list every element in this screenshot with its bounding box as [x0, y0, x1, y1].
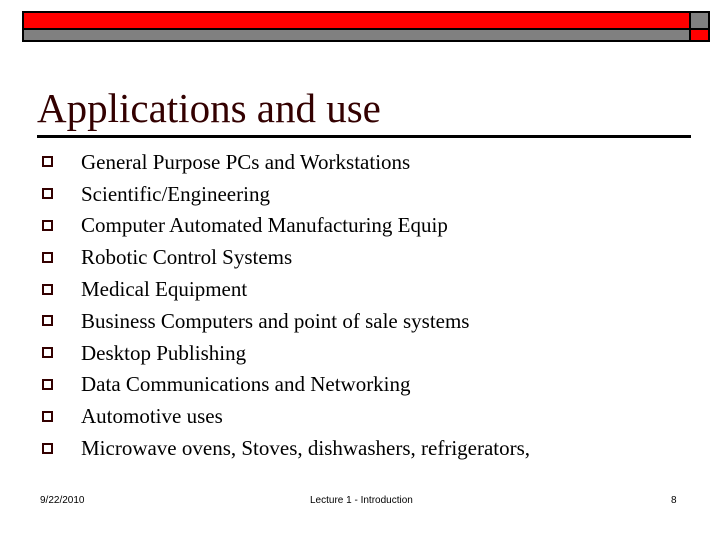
list-item-text: Microwave ovens, Stoves, dishwashers, refrigerators,: [81, 436, 531, 461]
square-bullet-icon: [42, 252, 53, 263]
header-corner-red: [689, 28, 710, 42]
square-bullet-icon: [42, 315, 53, 326]
list-item: [40, 432, 530, 464]
list-item: [40, 369, 530, 401]
list-item-text: Scientific/Engineering: [81, 181, 270, 206]
square-bullet-icon: [42, 220, 53, 231]
list-item-text: Data Communications and Networking: [81, 372, 411, 397]
list-item-text: Computer Automated Manufacturing Equip: [81, 213, 448, 238]
list-item: [40, 400, 530, 432]
footer-page-number: 8: [671, 495, 677, 506]
square-bullet-icon: [42, 284, 53, 295]
list-item-text: Desktop Publishing: [81, 340, 247, 365]
header-bar-grey: [22, 28, 691, 42]
list-item-text: General Purpose PCs and Workstations: [81, 149, 411, 174]
title-underline: [37, 135, 691, 138]
square-bullet-icon: [42, 411, 53, 422]
list-item-text: Business Computers and point of sale systems: [81, 308, 470, 333]
list-item: [40, 146, 530, 178]
square-bullet-icon: [42, 156, 53, 167]
list-item-text: Robotic Control Systems: [81, 245, 293, 270]
list-item: [40, 273, 530, 305]
square-bullet-icon: [42, 347, 53, 358]
list-item: [40, 305, 530, 337]
square-bullet-icon: [42, 188, 53, 199]
list-item: [40, 210, 530, 242]
footer-date: 9/22/2010: [40, 495, 85, 506]
square-bullet-icon: [42, 379, 53, 390]
slide-title: Applications and use: [37, 85, 381, 131]
footer-title: Lecture 1 - Introduction: [310, 495, 413, 506]
bullet-list: [40, 146, 530, 464]
list-item: [40, 337, 530, 369]
list-item: [40, 241, 530, 273]
list-item-text: Automotive uses: [81, 404, 223, 429]
list-item-text: Medical Equipment: [81, 277, 248, 302]
square-bullet-icon: [42, 443, 53, 454]
list-item: [40, 178, 530, 210]
